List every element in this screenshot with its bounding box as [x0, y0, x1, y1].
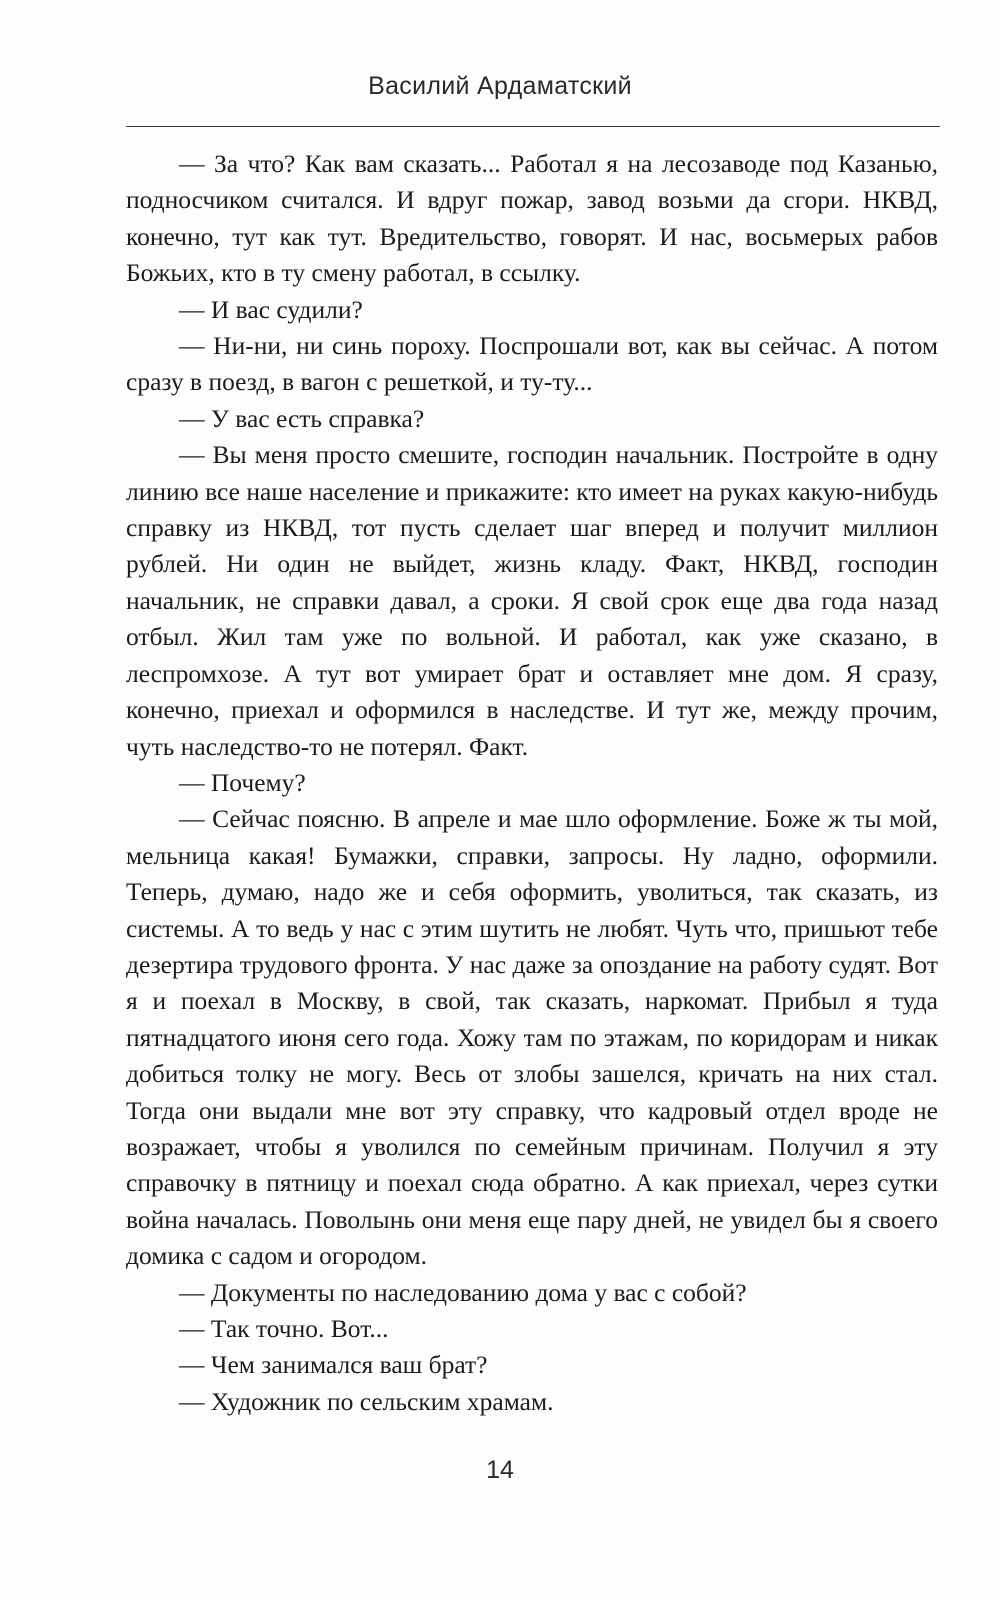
paragraph: — У вас есть справка?	[179, 403, 425, 433]
paragraph: — Художник по сельским храмам.	[179, 1386, 554, 1416]
paragraph: — Почему?	[179, 767, 306, 797]
paragraph: — Чем занимался ваш брат?	[179, 1350, 488, 1380]
paragraph: — И вас судили?	[179, 294, 363, 324]
paragraph: — За что? Как вам сказать... Работал я на лесозаводе под Казанью, подносчиком считался. И вдруг пожар, завод возьми да сгори. НКВД, конечно, тут как тут. Вредительство, говорят. И нас, восьмерых рабов Божьих, кто в ту смену работал, в ссылку.	[126, 149, 938, 288]
header-rule	[126, 126, 940, 127]
paragraph: — Ни-ни, ни синь пороху. Поспрошали вот, как вы сейчас. А потом сразу в поезд, в вагон с решеткой, и ту-ту...	[126, 331, 938, 397]
body-text	[126, 146, 938, 1420]
paragraph: — Документы по наследованию дома у вас с собой?	[179, 1277, 747, 1307]
paragraph: — Вы меня просто смешите, господин начальник. Постройте в одну линию все наше население и прикажите: кто имеет на руках какую-нибудь справку из НКВД, тот пусть сделает шаг вперед и получит миллион рублей. Ни один не выйдет, жизнь кладу. Факт, НКВД, господин начальник, не справки давал, а сроки. Я свой срок еще два года назад отбыл. Жил там уже по вольной. И работал, как уже сказано, в леспромхозе. А тут вот умирает брат и оставляет мне дом. Я сразу, конечно, приехал и оформился в наследстве. И тут же, между прочим, чуть наследство-то не потерял. Факт.	[126, 440, 938, 761]
paragraph: — Сейчас поясню. В апреле и мае шло оформление. Боже ж ты мой, мельница какая! Бумажки, справки, запросы. Ну ладно, оформили. Теперь, думаю, надо же и себя оформить, уволиться, так сказать, из системы. А то ведь у нас с этим шутить не любят. Чуть что, пришьют тебе дезертира трудового фронта. У нас даже за опоздание на работу судят. Вот я и поехал в Москву, в свой, так сказать, наркомат. Прибыл я туда пятнадцатого июня сего года. Хожу там по этажам, по коридорам и никак добиться толку не могу. Весь от злобы зашелся, кричать на них стал. Тогда они выдали мне вот эту справку, что кадровый отдел вроде не возражает, чтобы я уволился по семейным причинам. Получил я эту справочку в пятницу и поехал сюда обратно. А как приехал, через сутки война началась. Поволынь они меня еще пару дней, не увидел бы я своего домика с садом и огородом.	[126, 804, 938, 1271]
running-head: Василий Ардаматский	[368, 72, 632, 100]
page-number: 14	[486, 1456, 514, 1484]
paragraph: — Так точно. Вот...	[179, 1314, 389, 1343]
